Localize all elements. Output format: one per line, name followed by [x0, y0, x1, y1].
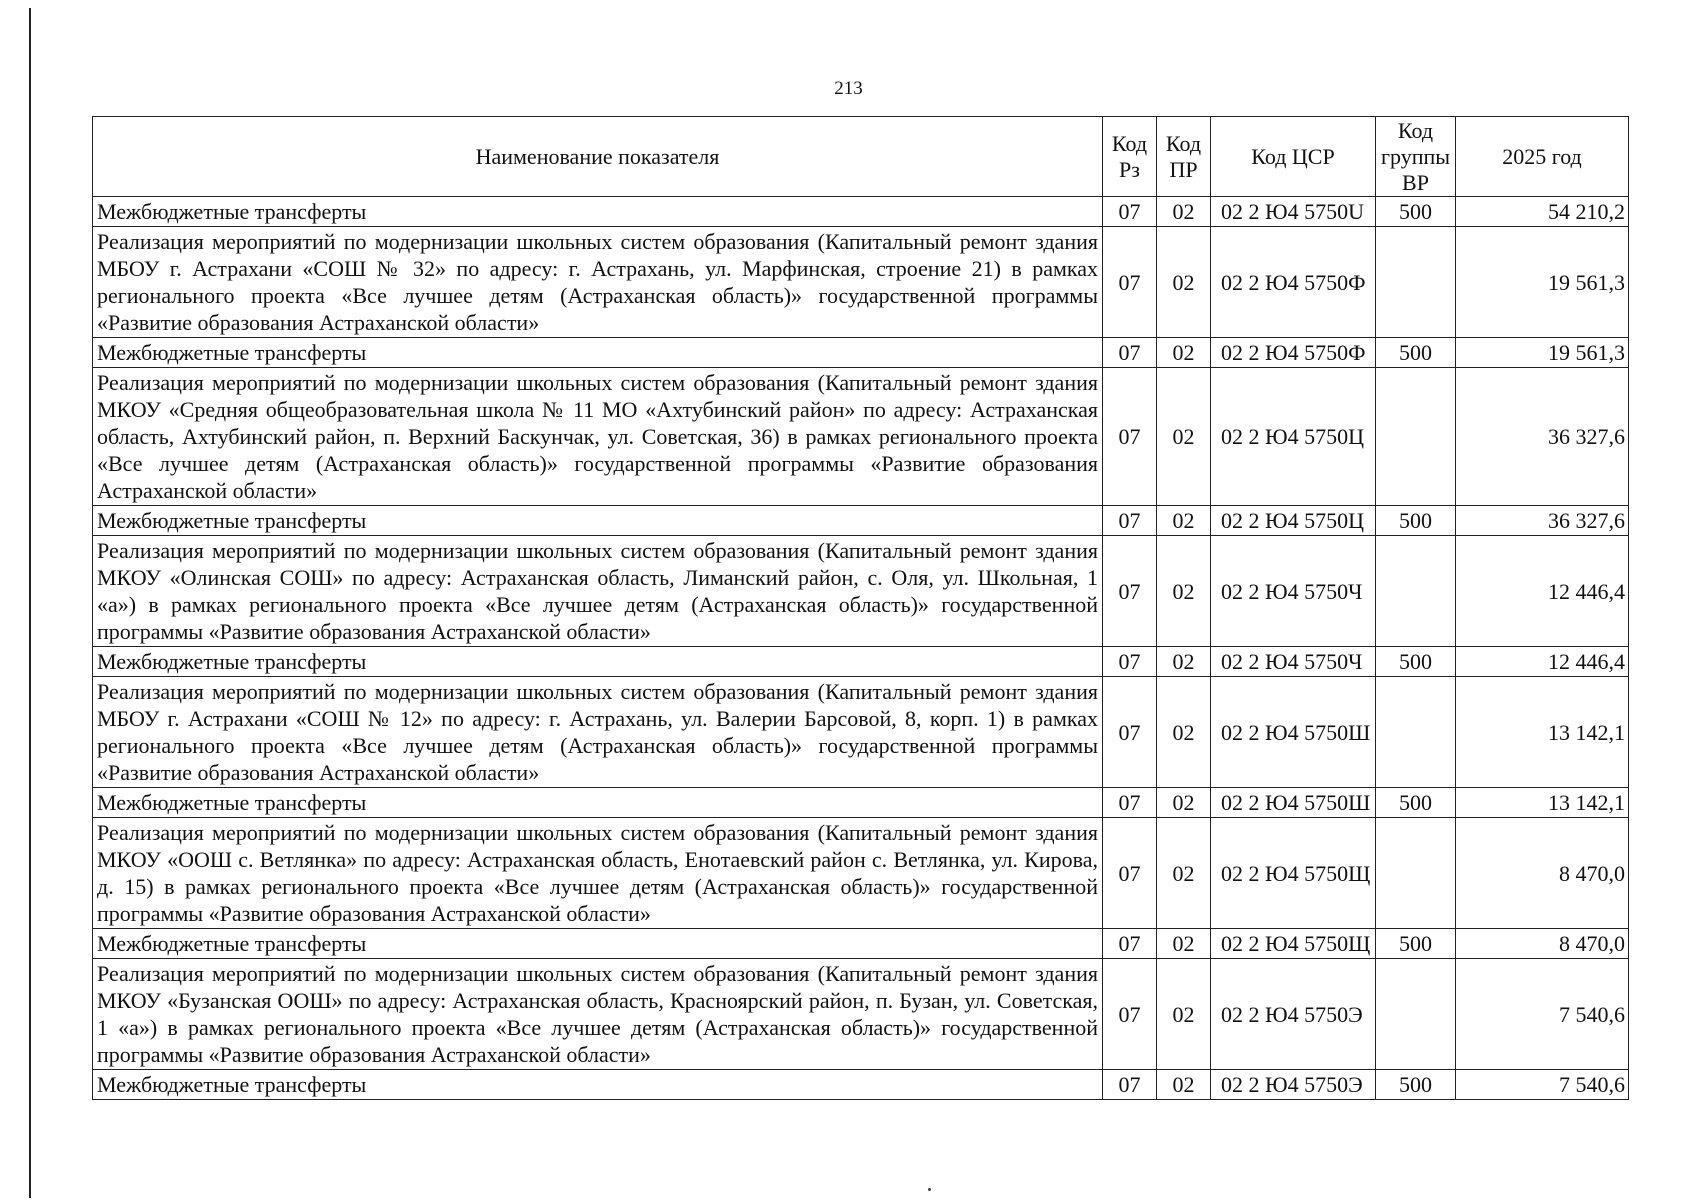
cell-value: 19 561,3: [1456, 227, 1629, 338]
cell-rz: 07: [1103, 368, 1157, 506]
cell-pr: 02: [1157, 677, 1211, 788]
cell-value: 36 327,6: [1456, 368, 1629, 506]
table-row: [93, 788, 1629, 818]
cell-vr: 500: [1376, 929, 1456, 959]
cell-csr: 02 2 Ю4 5750Ш: [1211, 677, 1376, 788]
cell-value: 12 446,4: [1456, 647, 1629, 677]
cell-rz: 07: [1103, 647, 1157, 677]
table-row: [93, 227, 1629, 338]
table-row: [93, 929, 1629, 959]
header-pr: Код ПР: [1157, 117, 1211, 197]
cell-vr: [1376, 818, 1456, 929]
cell-csr: 02 2 Ю4 5750Ц: [1211, 506, 1376, 536]
table-row: [93, 1070, 1629, 1100]
cell-csr: 02 2 Ю4 5750Ц: [1211, 368, 1376, 506]
cell-vr: 500: [1376, 1070, 1456, 1100]
cell-vr: [1376, 536, 1456, 647]
cell-pr: 02: [1157, 197, 1211, 227]
header-year: 2025 год: [1456, 117, 1629, 197]
cell-rz: 07: [1103, 959, 1157, 1070]
table-row: [93, 647, 1629, 677]
cell-name: Реализация мероприятий по модернизации школьных систем образования (Капитальный ремонт здания МБОУ г. Астрахани «СОШ № 32» по адресу: г. Астрахань, ул. Марфинская, строение 21) в рамках регионального проекта «Все лучшее детям (Астраханская область)» государственной программы «Развитие образования Астраханской области»: [93, 227, 1103, 338]
left-margin-rule: [29, 8, 31, 1198]
cell-value: 8 470,0: [1456, 929, 1629, 959]
cell-pr: 02: [1157, 368, 1211, 506]
scan-speck: [928, 1188, 931, 1191]
cell-csr: 02 2 Ю4 5750Ф: [1211, 227, 1376, 338]
cell-value: 13 142,1: [1456, 788, 1629, 818]
cell-rz: 07: [1103, 1070, 1157, 1100]
cell-csr: 02 2 Ю4 5750Щ: [1211, 818, 1376, 929]
budget-table: [92, 116, 1629, 1100]
cell-csr: 02 2 Ю4 5750Ч: [1211, 536, 1376, 647]
cell-rz: 07: [1103, 818, 1157, 929]
header-vr: Код группы ВР: [1376, 117, 1456, 197]
cell-name: Межбюджетные трансферты: [93, 197, 1103, 227]
cell-csr: 02 2 Ю4 5750Э: [1211, 1070, 1376, 1100]
header-csr: Код ЦСР: [1211, 117, 1376, 197]
page-number: 213: [834, 78, 863, 99]
cell-csr: 02 2 Ю4 5750Ч: [1211, 647, 1376, 677]
cell-vr: [1376, 959, 1456, 1070]
cell-value: 8 470,0: [1456, 818, 1629, 929]
cell-name: Реализация мероприятий по модернизации школьных систем образования (Капитальный ремонт здания МБОУ г. Астрахани «СОШ № 12» по адресу: г. Астрахань, ул. Валерии Барсовой, 8, корп. 1) в рамках регионального проекта «Все лучшее детям (Астраханская область)» государственной программы «Развитие образования Астраханской области»: [93, 677, 1103, 788]
cell-value: 12 446,4: [1456, 536, 1629, 647]
cell-rz: 07: [1103, 506, 1157, 536]
cell-pr: 02: [1157, 227, 1211, 338]
table-row: [93, 536, 1629, 647]
cell-vr: 500: [1376, 197, 1456, 227]
cell-pr: 02: [1157, 506, 1211, 536]
cell-vr: [1376, 677, 1456, 788]
table-header-row: [93, 117, 1629, 197]
table-row: [93, 338, 1629, 368]
cell-pr: 02: [1157, 929, 1211, 959]
cell-rz: 07: [1103, 227, 1157, 338]
cell-csr: 02 2 Ю4 5750Щ: [1211, 929, 1376, 959]
cell-value: 13 142,1: [1456, 677, 1629, 788]
cell-rz: 07: [1103, 929, 1157, 959]
cell-rz: 07: [1103, 197, 1157, 227]
cell-rz: 07: [1103, 677, 1157, 788]
cell-vr: 500: [1376, 788, 1456, 818]
cell-pr: 02: [1157, 338, 1211, 368]
cell-csr: 02 2 Ю4 5750U: [1211, 197, 1376, 227]
cell-pr: 02: [1157, 818, 1211, 929]
header-rz: Код Рз: [1103, 117, 1157, 197]
cell-pr: 02: [1157, 536, 1211, 647]
cell-name: Реализация мероприятий по модернизации школьных систем образования (Капитальный ремонт здания МКОУ «Средняя общеобразовательная школа № 11 МО «Ахтубинский район» по адресу: Астраханская область, Ахтубинский район, п. Верхний Баскунчак, ул. Советская, 36) в рамках регионального проекта «Все лучшее детям (Астраханская область)» государственной программы «Развитие образования Астраханской области»: [93, 368, 1103, 506]
cell-pr: 02: [1157, 959, 1211, 1070]
cell-rz: 07: [1103, 536, 1157, 647]
cell-name: Межбюджетные трансферты: [93, 338, 1103, 368]
cell-name: Реализация мероприятий по модернизации школьных систем образования (Капитальный ремонт здания МКОУ «Олинская СОШ» по адресу: Астраханская область, Лиманский район, с. Оля, ул. Школьная, 1 «а») в рамках регионального проекта «Все лучшее детям (Астраханская область)» государственной программы «Развитие образования Астраханской области»: [93, 536, 1103, 647]
table-row: [93, 959, 1629, 1070]
cell-rz: 07: [1103, 338, 1157, 368]
cell-vr: 500: [1376, 338, 1456, 368]
cell-pr: 02: [1157, 1070, 1211, 1100]
table-body: [93, 197, 1629, 1100]
cell-value: 36 327,6: [1456, 506, 1629, 536]
cell-value: 7 540,6: [1456, 1070, 1629, 1100]
cell-value: 7 540,6: [1456, 959, 1629, 1070]
header-name: Наименование показателя: [93, 117, 1103, 197]
table-row: [93, 506, 1629, 536]
cell-name: Межбюджетные трансферты: [93, 788, 1103, 818]
cell-vr: [1376, 227, 1456, 338]
table-row: [93, 677, 1629, 788]
cell-name: Реализация мероприятий по модернизации школьных систем образования (Капитальный ремонт здания МКОУ «ООШ с. Ветлянка» по адресу: Астраханская область, Енотаевский район с. Ветлянка, ул. Кирова, д. 15) в рамках регионального проекта «Все лучшее детям (Астраханская область)» государственной программы «Развитие образования Астраханской области»: [93, 818, 1103, 929]
cell-name: Межбюджетные трансферты: [93, 929, 1103, 959]
cell-name: Межбюджетные трансферты: [93, 1070, 1103, 1100]
cell-rz: 07: [1103, 788, 1157, 818]
cell-csr: 02 2 Ю4 5750Ф: [1211, 338, 1376, 368]
cell-vr: 500: [1376, 506, 1456, 536]
cell-value: 19 561,3: [1456, 338, 1629, 368]
cell-csr: 02 2 Ю4 5750Ш: [1211, 788, 1376, 818]
table-row: [93, 197, 1629, 227]
cell-csr: 02 2 Ю4 5750Э: [1211, 959, 1376, 1070]
cell-value: 54 210,2: [1456, 197, 1629, 227]
cell-vr: 500: [1376, 647, 1456, 677]
cell-pr: 02: [1157, 788, 1211, 818]
cell-name: Межбюджетные трансферты: [93, 506, 1103, 536]
cell-name: Межбюджетные трансферты: [93, 647, 1103, 677]
cell-name: Реализация мероприятий по модернизации школьных систем образования (Капитальный ремонт здания МКОУ «Бузанская ООШ» по адресу: Астраханская область, Красноярский район, п. Бузан, ул. Советская, 1 «а») в рамках регионального проекта «Все лучшее детям (Астраханская область)» государственной программы «Развитие образования Астраханской области»: [93, 959, 1103, 1070]
table-row: [93, 368, 1629, 506]
cell-vr: [1376, 368, 1456, 506]
table-row: [93, 818, 1629, 929]
cell-pr: 02: [1157, 647, 1211, 677]
